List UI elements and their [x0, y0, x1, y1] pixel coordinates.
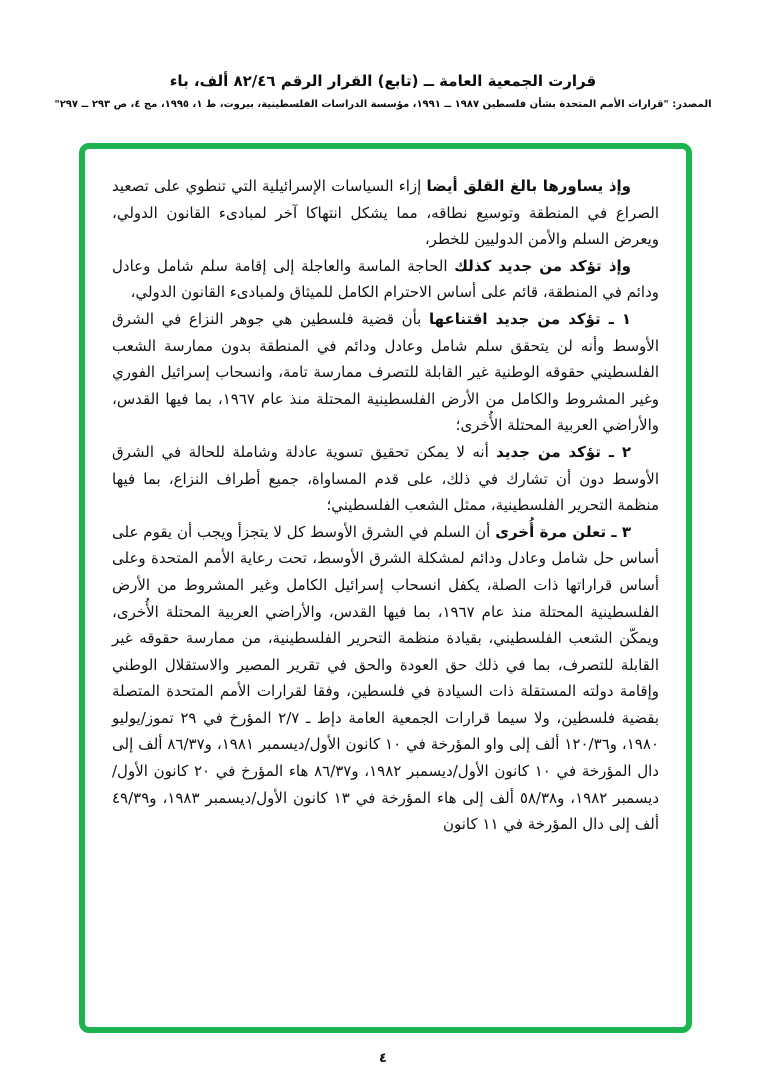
- paragraph-preamble-2: [112, 253, 659, 306]
- paragraph-operative-2: [112, 439, 659, 519]
- page-title: قرارت الجمعية العامة ــ (تابع) القرار الرقم ٨٢/٤٦ ألف، باء: [169, 72, 597, 90]
- paragraph-lead: ٣ ـ تعلن مرة أُخرى: [495, 522, 631, 541]
- paragraph-operative-3: [112, 519, 659, 838]
- paragraph-text: أنه لا يمكن تحقيق تسوية عادلة وشاملة للحالة في الشرق الأوسط دون أن تشارك في ذلك، على قدم المساواة، جميع أطراف النزاع، بما فيها منظمة التحرير الفلسطينية، ممثل الشعب الفلسطيني؛: [112, 442, 659, 515]
- paragraph-lead: وإذ يساورها بالغ القلق أيضا: [426, 177, 631, 195]
- paragraph-operative-1: [112, 306, 659, 439]
- paragraph-text: بأن قضية فلسطين هي جوهر النزاع في الشرق الأوسط وأنه لن يتحقق سلم شامل وعادل ودائم في المنطقة بدون ممارسة الشعب الفلسطيني حقوقه الوطنية غير القابلة للتصرف ممارسة تامة، وانسحاب إسرائيل الفوري وغير المشروط والكامل من الأرض الفلسطينية المحتلة منذ عام ١٩٦٧، بما فيها القدس، والأراضي العربية المحتلة الأُخرى؛: [112, 309, 659, 435]
- source-line: المصدر: "قرارات الأمم المتحدة بشأن فلسطين ١٩٨٧ ــ ١٩٩١، مؤسسة الدراسات الفلسطينية، بيروت، ط ١، ١٩٩٥، مج ٤، ص ٢٩٣ ــ ٢٩٧": [54, 99, 712, 110]
- document-header: [0, 0, 766, 110]
- paragraph-lead: ١ ـ تؤكد من جديد اقتناعها: [428, 309, 632, 328]
- resolution-body: [85, 149, 686, 1027]
- paragraph-text: الحاجة الماسة والعاجلة إلى إقامة سلم شامل وعادل ودائم في المنطقة، قائم على أساس الاحترام الكامل للميثاق ولمبادىء القانون الدولي،: [112, 256, 659, 302]
- paragraph-preamble-1: [112, 173, 659, 253]
- paragraph-lead: وإذ تؤكد من جديد كذلك: [454, 256, 631, 275]
- paragraph-lead: ٢ ـ تؤكد من جديد: [496, 442, 631, 461]
- paragraph-text: أن السلم في الشرق الأوسط كل لا يتجزأ ويجب أن يقوم على أساس حل شامل وعادل ودائم لمشكلة الشرق الأوسط، تحت رعاية الأمم المتحدة وعلى أساس قراراتها ذات الصلة، يكفل انسحاب إسرائيل الكامل وغير المشروط من الأرض الفلسطينية المحتلة منذ عام ١٩٦٧، بما فيها القدس، والأراضي العربية المحتلة الأُخرى، ويمكّن الشعب الفلسطيني، بقيادة منظمة التحرير الفلسطينية، من ممارسة حقوقه غير القابلة للتصرف، بما في ذلك حق العودة والحق في تقرير المصير والاستقلال الوطني وإقامة دولته المستقلة ذات السيادة في فلسطين، وفقا لقرارات الأمم المتحدة المتصلة بقضية فلسطين، ولا سيما قرارات الجمعية العامة دإط ـ ٢/٧ المؤرخ في ٢٩ تموز/يوليو ١٩٨٠، و١٢٠/٣٦ ألف إلى واو المؤرخة في ١٠ كانون الأول/ديسمبر ١٩٨١، و٨٦/٣٧ ألف إلى دال المؤرخة في ١٠ كانون الأول/ديسمبر ١٩٨٢، و٨٦/٣٧ هاء المؤرخ في ٢٠ كانون الأول/ديسمبر ١٩٨٢، و٥٨/٣٨ ألف إلى هاء المؤرخة في ١٣ كانون الأول/ديسمبر ١٩٨٣، و٤٩/٣٩ ألف إلى دال المؤرخة في ١١ كانون: [112, 522, 660, 834]
- paragraph-text: إزاء السياسات الإسرائيلية التي تنطوي على تصعيد الصراع في المنطقة وتوسيع نطاقه، مما يشكل انتهاكا آخر لمبادىء القانون الدولي، ويعرض السلم والأمن الدوليين للخطر،: [112, 177, 659, 249]
- content-border-box: [79, 143, 692, 1033]
- page-number: ٤: [379, 1051, 387, 1066]
